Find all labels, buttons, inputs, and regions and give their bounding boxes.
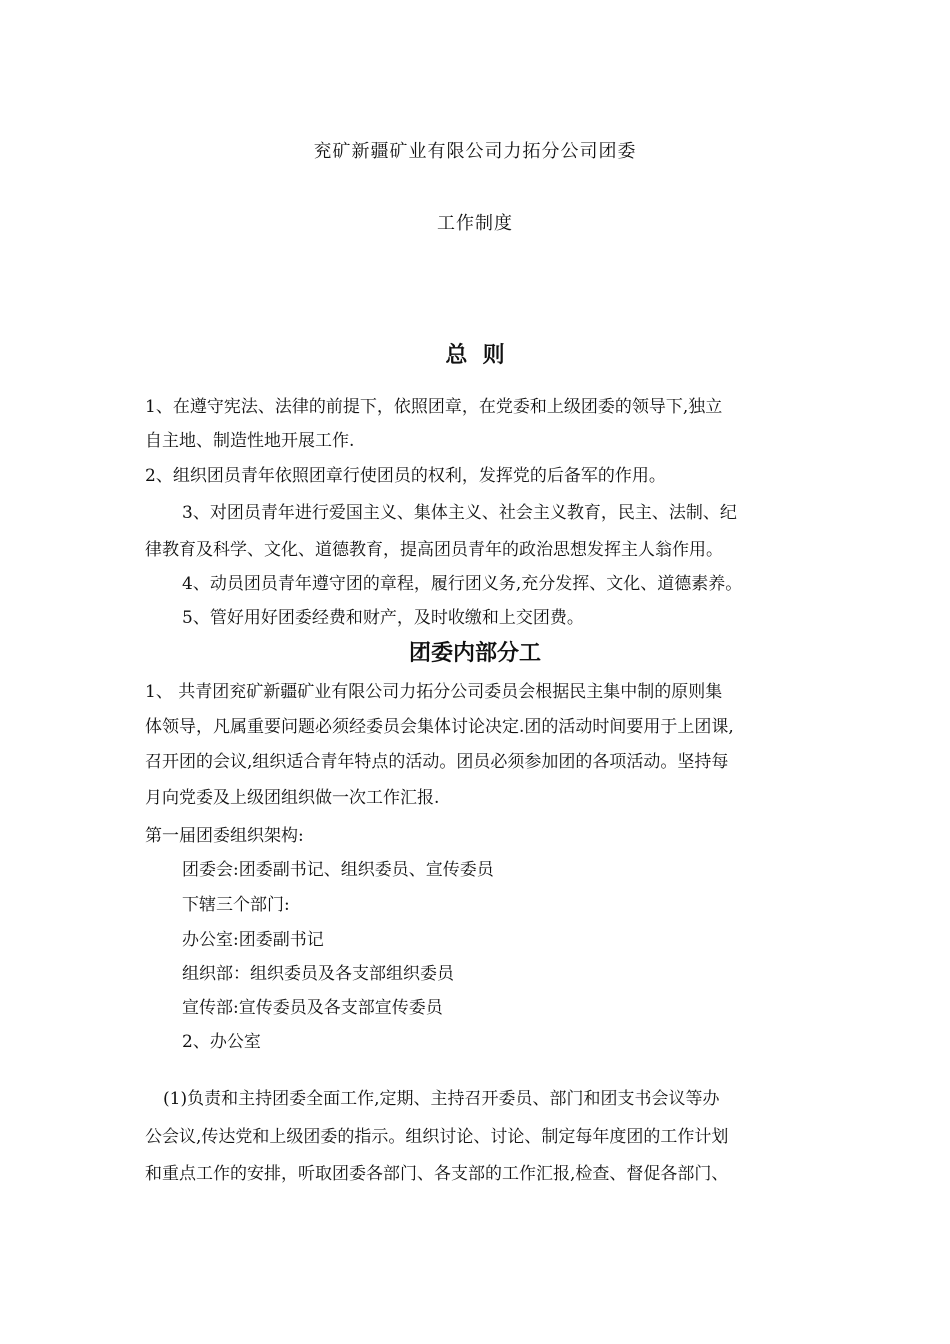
- paragraph-line: 公会议,传达党和上级团委的指示。组织讨论、讨论、制定每年度团的工作计划: [145, 1127, 729, 1147]
- paragraph-line: 团委会:团委副书记、组织委员、宣传委员: [182, 860, 494, 880]
- document-title-line-2: 工作制度: [437, 213, 513, 234]
- paragraph-line: 自主地、制造性地开展工作.: [145, 431, 355, 451]
- paragraph-line: 月向党委及上级团组织做一次工作汇报.: [145, 788, 440, 808]
- paragraph-line: 2、组织团员青年依照团章行使团员的权利，发挥党的后备军的作用。: [145, 466, 666, 486]
- paragraph-line: 1、在遵守宪法、法律的前提下，依照团章，在党委和上级团委的领导下,独立: [145, 397, 723, 417]
- paragraph-line: 1、 共青团兖矿新疆矿业有限公司力拓分公司委员会根据民主集中制的原则集: [145, 682, 723, 702]
- paragraph-line: 召开团的会议,组织适合青年特点的活动。团员必须参加团的各项活动。坚持每: [145, 752, 729, 772]
- paragraph-line: 5、管好用好团委经费和财产，及时收缴和上交团费。: [182, 608, 584, 628]
- paragraph-line: 办公室:团委副书记: [182, 930, 324, 950]
- paragraph-line: 下辖三个部门:: [182, 895, 290, 915]
- paragraph-line: 体领导，凡属重要问题必须经委员会集体讨论决定.团的活动时间要用于上团课,: [145, 717, 734, 737]
- paragraph-line: (1)负责和主持团委全面工作,定期、主持召开委员、部门和团支书会议等办: [163, 1089, 720, 1109]
- section-heading-general-principles: 总 则: [445, 342, 505, 368]
- paragraph-line: 第一届团委组织架构:: [145, 826, 304, 846]
- paragraph-line: 3、对团员青年进行爱国主义、集体主义、社会主义教育，民主、法制、纪: [182, 503, 737, 523]
- paragraph-line: 宣传部:宣传委员及各支部宣传委员: [182, 998, 443, 1018]
- paragraph-line: 和重点工作的安排，听取团委各部门、各支部的工作汇报,检查、督促各部门、: [145, 1164, 729, 1184]
- section-heading-internal-division: 团委内部分工: [408, 640, 541, 666]
- paragraph-line: 律教育及科学、文化、道德教育，提高团员青年的政治思想发挥主人翁作用。: [145, 540, 723, 560]
- paragraph-line: 2、办公室: [182, 1032, 261, 1052]
- document-title-line-1: 兖矿新疆矿业有限公司力拓分公司团委: [313, 141, 637, 162]
- paragraph-line: 4、动员团员青年遵守团的章程，履行团义务,充分发挥、文化、道德素养。: [182, 574, 743, 594]
- paragraph-line: 组织部：组织委员及各支部组织委员: [182, 964, 454, 984]
